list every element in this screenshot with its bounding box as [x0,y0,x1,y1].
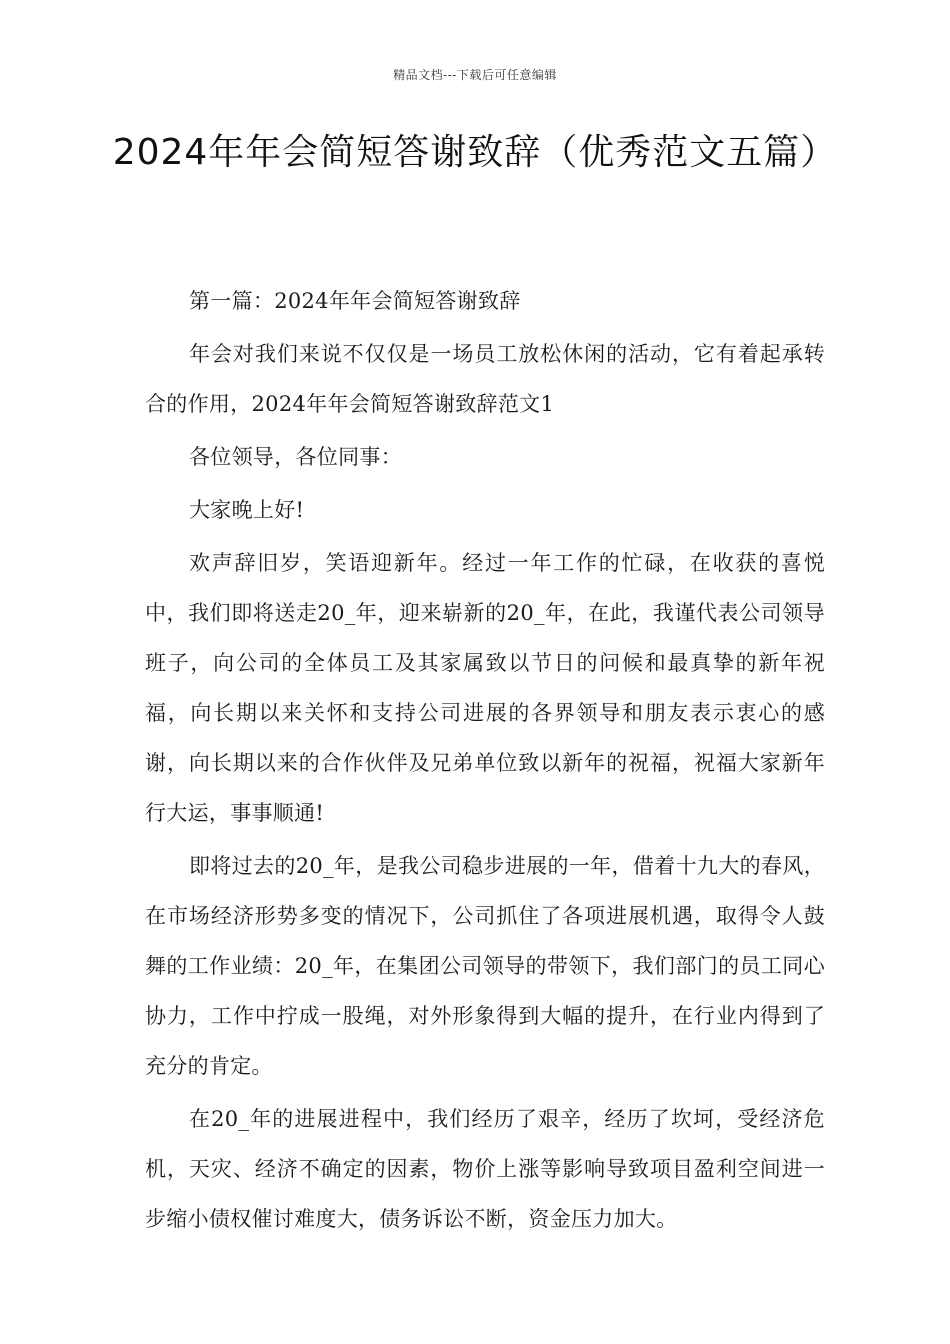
paragraph: 欢声辞旧岁，笑语迎新年。经过一年工作的忙碌，在收获的喜悦中，我们即将送走20_年，迎来崭新的20_年，在此，我谨代表公司领导班子，向公司的全体员工及其家属致以节日的问候和最真挚的新年祝福，向长期以来关怀和支持公司进展的各界领导和朋友表示衷心的感谢，向长期以来的合作伙伴及兄弟单位致以新年的祝福，祝福大家新年行大运，事事顺通! [145,551,825,825]
section-heading: 第一篇：2024年年会简短答谢致辞 [189,289,521,313]
document-title: 2024年年会简短答谢致辞（优秀范文五篇） [112,132,838,173]
paragraph: 即将过去的20_年，是我公司稳步进展的一年，借着十九大的春风，在市场经济形势多变的情况下，公司抓住了各项进展机遇，取得令人鼓舞的工作业绩：20_年，在集团公司领导的带领下，我们部门的员工同心协力，工作中拧成一股绳，对外形象得到大幅的提升，在行业内得到了充分的肯定。 [145,854,825,1078]
greeting: 大家晚上好! [189,498,305,522]
salutation: 各位领导，各位同事： [189,445,402,469]
paragraph: 在20_年的进展进程中，我们经历了艰辛，经历了坎坷，受经济危机，天灾、经济不确定的因素，物价上涨等影响导致项目盈利空间进一步缩小债权催讨难度大，债务诉讼不断，资金压力加大。 [145,1107,825,1231]
document-body [145,276,825,1247]
page-header-note: 精品文档---下载后可任意编辑 [393,68,557,82]
paragraph: 年会对我们来说不仅仅是一场员工放松休闲的活动，它有着起承转合的作用，2024年年会简短答谢致辞范文1 [145,342,825,416]
